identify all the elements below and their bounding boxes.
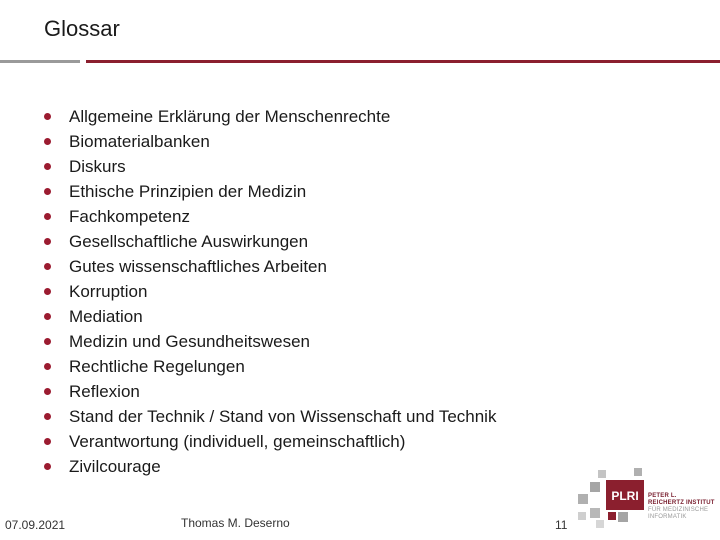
list-item-label: Stand der Technik / Stand von Wissenschaft und Technik [69, 406, 497, 426]
footer-date: 07.09.2021 [5, 518, 66, 532]
list-item-label: Fachkompetenz [69, 206, 190, 226]
list-item [44, 404, 496, 429]
list-item [44, 354, 496, 379]
list-item-label: Korruption [69, 281, 148, 301]
list-item [44, 154, 496, 179]
list-item [44, 104, 496, 129]
bullet-icon [44, 238, 51, 245]
logo-line-3: FÜR MEDIZINISCHE [648, 507, 709, 513]
list-item-label: Diskurs [69, 156, 126, 176]
list-item-label: Reflexion [69, 381, 140, 401]
bullet-icon [44, 288, 51, 295]
bullet-icon [44, 438, 51, 445]
logo-line-2: REICHERTZ INSTITUT [648, 500, 715, 506]
list-item-label: Gutes wissenschaftliches Arbeiten [69, 256, 327, 276]
list-item-label: Mediation [69, 306, 143, 326]
glossary-list [44, 104, 496, 479]
list-item [44, 179, 496, 204]
list-item [44, 379, 496, 404]
list-item [44, 429, 496, 454]
logo-mark: PLRI [611, 489, 639, 503]
list-item [44, 454, 496, 479]
bullet-icon [44, 338, 51, 345]
list-item [44, 304, 496, 329]
list-item [44, 129, 496, 154]
list-item [44, 329, 496, 354]
list-item-label: Medizin und Gesundheitswesen [69, 331, 310, 351]
bullet-icon [44, 213, 51, 220]
bullet-icon [44, 413, 51, 420]
bullet-icon [44, 463, 51, 470]
logo-text [648, 493, 715, 521]
list-item [44, 204, 496, 229]
bullet-icon [44, 113, 51, 120]
logo-line-1: PETER L. [648, 493, 677, 499]
bullet-icon [44, 263, 51, 270]
bullet-icon [44, 138, 51, 145]
list-item-label: Verantwortung (individuell, gemeinschaftlich) [69, 431, 406, 451]
list-item-label: Zivilcourage [69, 456, 161, 476]
list-item [44, 254, 496, 279]
title-rule-right [86, 60, 720, 63]
logo-line-4: INFORMATIK [648, 514, 687, 520]
list-item-label: Rechtliche Regelungen [69, 356, 245, 376]
page-number: 11 [555, 518, 568, 532]
bullet-icon [44, 388, 51, 395]
list-item-label: Gesellschaftliche Auswirkungen [69, 231, 309, 251]
bullet-icon [44, 363, 51, 370]
list-item-label: Biomaterialbanken [69, 131, 210, 151]
bullet-icon [44, 313, 51, 320]
list-item [44, 229, 496, 254]
bullet-icon [44, 163, 51, 170]
list-item [44, 279, 496, 304]
list-item-label: Ethische Prinzipien der Medizin [69, 181, 307, 201]
bullet-icon [44, 188, 51, 195]
title-rule-left [0, 60, 80, 63]
slide-title: Glossar [44, 16, 120, 41]
list-item-label: Allgemeine Erklärung der Menschenrechte [69, 106, 391, 126]
footer-author: Thomas M. Deserno [181, 516, 290, 530]
